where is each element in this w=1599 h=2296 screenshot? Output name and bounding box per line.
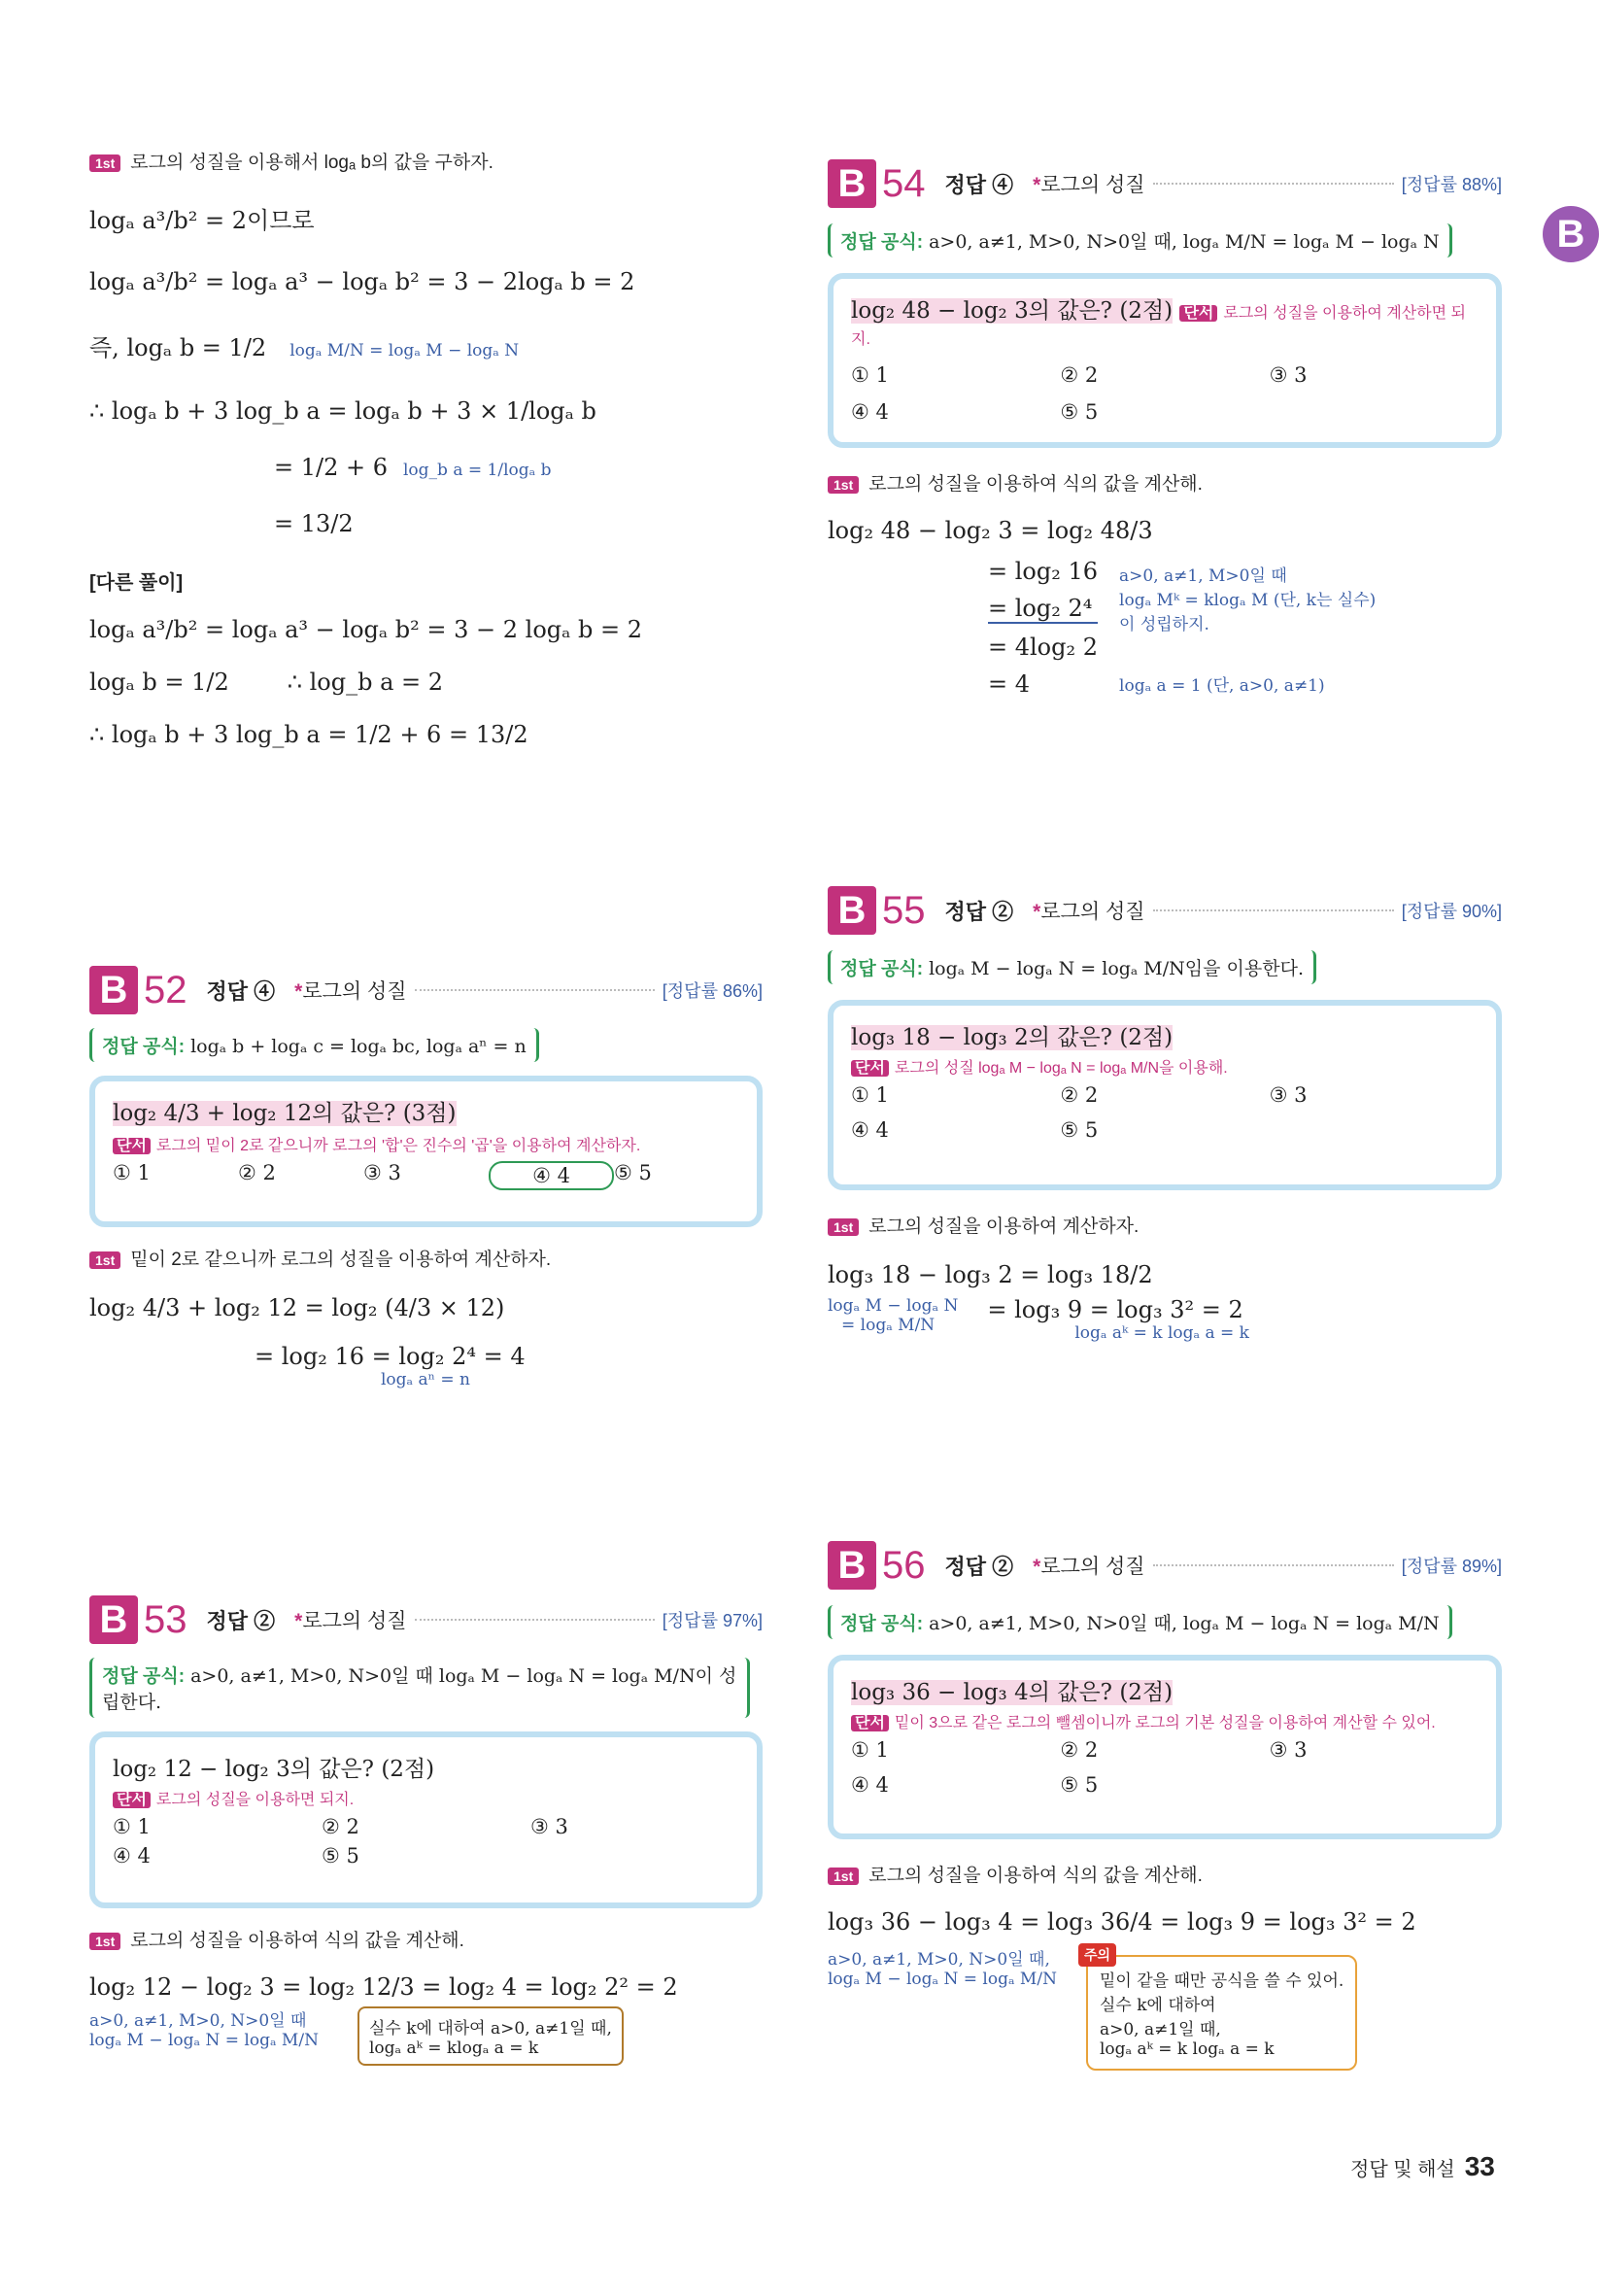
- question-text: log₂ 48 − log₂ 3의 값은? (2점): [851, 298, 1174, 324]
- math-line: = log₂ 16: [988, 558, 1099, 585]
- choice-2-selected[interactable]: ② 2: [322, 1815, 359, 1838]
- problem-tag: B: [828, 159, 876, 208]
- annotation: logₐ Mᵏ = klogₐ M (단, k는 실수): [1119, 591, 1377, 610]
- page-footer: [1350, 2151, 1495, 2182]
- problem-number: 52: [144, 968, 187, 1011]
- annotation: a>0, a≠1, M>0, N>0일 때: [89, 2011, 307, 2031]
- hint: 단서 로그의 성질을 이용하여 계산하면 되지.: [851, 305, 1466, 348]
- problem-b53: [89, 1592, 763, 2066]
- choice-2[interactable]: ② 2: [1060, 363, 1099, 387]
- formula-box: 정답 공식: a>0, a≠1, M>0, N>0일 때, logₐ M/N = logₐ M − logₐ N: [828, 223, 1452, 257]
- annotation: logₐ M − logₐ N = logₐ M/N: [828, 1970, 1057, 1989]
- formula-box: 정답 공식: a>0, a≠1, M>0, N>0일 때, logₐ M − logₐ N = logₐ M/N: [828, 1605, 1452, 1639]
- correct-rate: [정답률 90%]: [1401, 902, 1502, 921]
- choice-4[interactable]: ④ 4: [851, 1773, 889, 1797]
- problem-tag: B: [828, 886, 876, 935]
- question-text: log₃ 18 − log₃ 2의 값은? (2점): [851, 1025, 1174, 1050]
- formula-box: 정답 공식: logₐ b + logₐ c = logₐ bc, logₐ aⁿ = n: [89, 1028, 539, 1062]
- divider: [1153, 183, 1394, 185]
- annotation: logₐ M − logₐ N: [828, 1296, 959, 1316]
- annotation: logₐ M/N = logₐ M − logₐ N: [289, 341, 520, 360]
- annotation: logₐ aᵏ = k logₐ a = k: [1074, 1323, 1249, 1343]
- hint: 단서 로그의 밑이 2로 같으니까 로그의 '합'은 진수의 '곱'을 이용하여 계산하자.: [113, 1133, 739, 1155]
- divider: [1153, 1564, 1394, 1566]
- math-line: log₂ 12 − log₂ 3 = log₂ 12/3 = log₂ 4 = log₂ 2² = 2: [89, 1973, 678, 2001]
- correct-rate: [정답률 88%]: [1401, 175, 1502, 194]
- step-text: 로그의 성질을 이용하여 식의 값을 계산해.: [868, 1866, 1203, 1886]
- choice-3[interactable]: ③ 3: [1269, 1738, 1308, 1762]
- question-box: [89, 1731, 763, 1908]
- step-badge: 1st: [89, 154, 120, 172]
- choice-1[interactable]: ① 1: [851, 363, 889, 387]
- problem-b55: [828, 882, 1502, 1343]
- section-tab: B: [1543, 206, 1599, 262]
- answer-label: 정답 ④: [944, 172, 1014, 197]
- math-line: log₃ 36 − log₃ 4 = log₃ 36/4 = log₃ 9 = log₃ 3² = 2: [828, 1908, 1416, 1936]
- formula-box: 정답 공식: a>0, a≠1, M>0, N>0일 때 logₐ M − logₐ N = logₐ M/N이 성립한다.: [89, 1658, 750, 1718]
- hint: 단서 밑이 3으로 같은 로그의 뺄셈이니까 로그의 기본 성질을 이용하여 계산할 수 있어.: [851, 1710, 1479, 1732]
- choice-1[interactable]: ① 1: [113, 1815, 151, 1838]
- choice-4-selected[interactable]: ④ 4: [851, 400, 889, 424]
- annotation: logₐ M − logₐ N = logₐ M/N: [89, 2031, 319, 2050]
- annotation: logₐ a = 1 (단, a>0, a≠1): [1119, 676, 1325, 696]
- choice-1[interactable]: ① 1: [851, 1083, 889, 1107]
- choice-2-selected[interactable]: ② 2: [1060, 1083, 1099, 1107]
- problem-number: 53: [144, 1597, 187, 1641]
- annotation: log_b a = 1/logₐ b: [403, 461, 552, 480]
- choice-5[interactable]: ⑤ 5: [614, 1161, 652, 1184]
- question-text: log₂ 12 − log₂ 3의 값은? (2점): [113, 1757, 435, 1782]
- hint: 단서 로그의 성질 logₐ M − logₐ N = logₐ M/N을 이용해.: [851, 1055, 1479, 1078]
- math-line: = log₂ 2⁴: [988, 595, 1098, 624]
- footer-label: 정답 및 해설: [1350, 2159, 1455, 2180]
- choice-2[interactable]: ② 2: [238, 1161, 276, 1184]
- correct-rate: [정답률 89%]: [1401, 1557, 1502, 1576]
- topic: *로그의 성질: [1033, 901, 1145, 923]
- choice-3[interactable]: ③ 3: [1269, 363, 1308, 387]
- choice-2-selected[interactable]: ② 2: [1060, 1738, 1099, 1762]
- math-line: = 4log₂ 2: [988, 634, 1099, 661]
- step-badge: 1st: [89, 1933, 120, 1950]
- formula-box: 정답 공식: logₐ M − logₐ N = logₐ M/N임을 이용한다.: [828, 950, 1316, 984]
- step-text: 로그의 성질을 이용해서 logₐ b의 값을 구하자.: [130, 153, 493, 173]
- annotation: = logₐ M/N: [841, 1316, 936, 1335]
- choice-3[interactable]: ③ 3: [1269, 1083, 1308, 1107]
- topic: *로그의 성질: [294, 980, 407, 1003]
- math-line: = 4: [988, 670, 1031, 698]
- problem-tag: B: [89, 966, 138, 1014]
- math-line: logₐ a³/b² = logₐ a³ − logₐ b² = 3 − 2logₐ b = 2: [89, 268, 635, 295]
- topic: *로그의 성질: [1033, 174, 1145, 196]
- problem-tag: B: [89, 1595, 138, 1644]
- choice-3[interactable]: ③ 3: [363, 1161, 401, 1184]
- question-box: [828, 273, 1502, 448]
- choice-5[interactable]: ⑤ 5: [1060, 1773, 1099, 1797]
- choice-5[interactable]: ⑤ 5: [1060, 400, 1099, 424]
- step-badge: 1st: [828, 476, 859, 494]
- question-text: log₃ 36 − log₃ 4의 값은? (2점): [851, 1680, 1174, 1705]
- step-badge: 1st: [89, 1251, 120, 1269]
- step-text: 로그의 성질을 이용하여 식의 값을 계산해.: [130, 1931, 464, 1951]
- problem-tag: B: [828, 1541, 876, 1590]
- choice-1[interactable]: ① 1: [113, 1161, 151, 1184]
- problem-b56: [828, 1537, 1502, 2071]
- answer-label: 정답 ②: [944, 1554, 1014, 1579]
- math-line: logₐ b = 1/2: [89, 668, 229, 696]
- warning-callout: 주의 밑이 같을 때만 공식을 쓸 수 있어. 실수 k에 대하여 a>0, a≠1일 때, logₐ aᵏ = k logₐ a = k: [1086, 1955, 1357, 2071]
- divider: [415, 1619, 655, 1621]
- math-line: ∴ logₐ b + 3 log_b a = 1/2 + 6 = 13/2: [89, 721, 528, 748]
- divider: [1153, 909, 1394, 911]
- math-line: logₐ a³/b² = 2이므로: [89, 207, 315, 234]
- alt-solution-title: [다른 풀이]: [89, 572, 184, 594]
- math-line: ∴ logₐ b + 3 log_b a = logₐ b + 3 × 1/logₐ b: [89, 397, 596, 425]
- answer-label: 정답 ②: [206, 1608, 276, 1633]
- choice-1[interactable]: ① 1: [851, 1738, 889, 1762]
- math-line: logₐ a³/b² = logₐ a³ − logₐ b² = 3 − 2 logₐ b = 2: [89, 616, 643, 643]
- answer-label: 정답 ④: [206, 978, 276, 1004]
- math-line: log₂ 48 − log₂ 3 = log₂ 48/3: [828, 517, 1153, 544]
- hint: 단서 로그의 성질을 이용하면 되지.: [113, 1787, 739, 1809]
- math-line: = 13/2: [274, 510, 354, 537]
- problem-number: 55: [882, 888, 926, 932]
- math-line: log₂ 4/3 + log₂ 12 = log₂ (4/3 × 12): [89, 1294, 505, 1321]
- step-text: 로그의 성질을 이용하여 계산하자.: [868, 1217, 1140, 1237]
- correct-rate: [정답률 97%]: [662, 1611, 763, 1630]
- math-line: = 1/2 + 6: [274, 454, 388, 481]
- math-line: = log₂ 16 = log₂ 2⁴ = 4: [255, 1343, 526, 1370]
- problem-b52: [89, 962, 763, 1389]
- choice-4-selected[interactable]: ④ 4: [489, 1161, 614, 1190]
- step-text: 로그의 성질을 이용하여 식의 값을 계산해.: [868, 474, 1203, 495]
- choice-3[interactable]: ③ 3: [530, 1815, 568, 1838]
- annotation: logₐ aⁿ = n: [381, 1370, 471, 1389]
- topic: *로그의 성질: [1033, 1556, 1145, 1578]
- step-text: 밑이 2로 같으니까 로그의 성질을 이용하여 계산하자.: [130, 1250, 552, 1270]
- choice-4[interactable]: ④ 4: [851, 1118, 889, 1142]
- tip-callout: 실수 k에 대하여 a>0, a≠1일 때, logₐ aᵏ = klogₐ a = k: [357, 2006, 624, 2066]
- problem-b54: [828, 155, 1502, 698]
- annotation: a>0, a≠1, M>0일 때: [1119, 566, 1287, 586]
- prev-solution: [89, 148, 769, 748]
- question-text: log₂ 4/3 + log₂ 12의 값은? (3점): [113, 1101, 457, 1126]
- math-line: = log₃ 9 = log₃ 3² = 2: [987, 1296, 1243, 1323]
- annotation: a>0, a≠1, M>0, N>0일 때,: [828, 1950, 1050, 1970]
- problem-number: 56: [882, 1543, 926, 1587]
- math-line: 즉, logₐ b = 1/2: [89, 334, 267, 361]
- choice-5[interactable]: ⑤ 5: [1060, 1118, 1099, 1142]
- question-box: [828, 1655, 1502, 1839]
- step-badge: 1st: [828, 1868, 859, 1885]
- question-box: [828, 1000, 1502, 1190]
- choice-4[interactable]: ④ 4: [113, 1844, 151, 1868]
- step-badge: 1st: [828, 1218, 859, 1236]
- answer-label: 정답 ②: [944, 899, 1014, 924]
- question-box: [89, 1076, 763, 1227]
- page-number: 33: [1464, 2151, 1495, 2181]
- math-line: ∴ log_b a = 2: [287, 668, 444, 696]
- correct-rate: [정답률 86%]: [662, 981, 763, 1001]
- annotation: 이 성립하지.: [1119, 615, 1209, 634]
- problem-number: 54: [882, 161, 926, 205]
- choice-5[interactable]: ⑤ 5: [322, 1844, 359, 1868]
- divider: [415, 989, 655, 991]
- topic: *로그의 성질: [294, 1610, 407, 1632]
- math-line: log₃ 18 − log₃ 2 = log₃ 18/2: [828, 1261, 1153, 1288]
